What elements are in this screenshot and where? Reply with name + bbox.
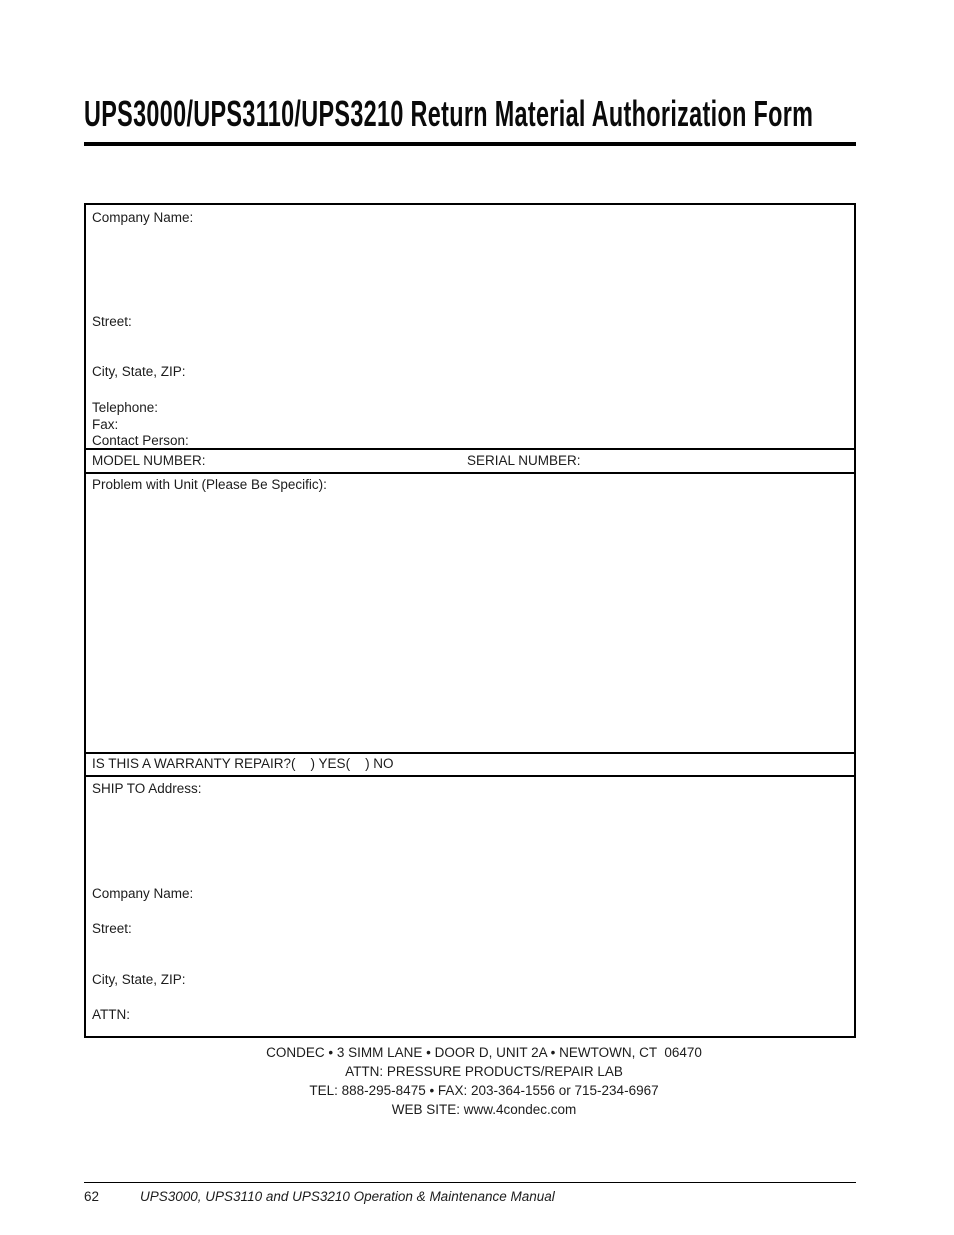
warranty-repair-label: IS THIS A WARRANTY REPAIR?( ) YES( ) NO <box>92 756 394 771</box>
fax-label: Fax: <box>92 417 119 432</box>
serial-number-label: SERIAL NUMBER: <box>467 453 581 468</box>
condec-attn-line: ATTN: PRESSURE PRODUCTS/REPAIR LAB <box>345 1064 623 1079</box>
ship-to-company-name-label: Company Name: <box>92 886 194 901</box>
footer-rule <box>84 1182 856 1183</box>
ship-to-heading: SHIP TO Address: <box>92 781 202 796</box>
manual-title-footer: UPS3000, UPS3110 and UPS3210 Operation & Maintenance Manual <box>140 1189 555 1204</box>
condec-phone-line: TEL: 888-295-8475 • FAX: 203-364-1556 or 715-234-6967 <box>309 1083 659 1098</box>
ship-to-city-state-zip-label: City, State, ZIP: <box>92 972 186 987</box>
ship-to-attn-label: ATTN: <box>92 1007 130 1022</box>
telephone-label: Telephone: <box>92 400 159 415</box>
rma-form-table <box>84 203 856 1038</box>
title-rule <box>84 142 856 146</box>
condec-website-line: WEB SITE: www.4condec.com <box>391 1102 577 1117</box>
condec-contact-block <box>14 1043 954 1119</box>
contact-person-label: Contact Person: <box>92 433 189 448</box>
model-number-label: MODEL NUMBER: <box>92 453 206 468</box>
street-label: Street: <box>92 314 132 329</box>
page-title: UPS3000/UPS3110/UPS3210 Return Material Authorization Form <box>84 93 814 134</box>
divider-warranty-row-top <box>86 752 854 754</box>
company-name-label: Company Name: <box>92 210 194 225</box>
problem-label: Problem with Unit (Please Be Specific): <box>92 477 327 492</box>
condec-address-line: CONDEC • 3 SIMM LANE • DOOR D, UNIT 2A • NEWTOWN, CT 06470 <box>266 1045 702 1060</box>
city-state-zip-label: City, State, ZIP: <box>92 364 186 379</box>
divider-model-row-bottom <box>86 472 854 474</box>
divider-warranty-row-bottom <box>86 775 854 777</box>
page-number: 62 <box>84 1189 100 1204</box>
divider-model-row-top <box>86 448 854 450</box>
ship-to-street-label: Street: <box>92 921 132 936</box>
